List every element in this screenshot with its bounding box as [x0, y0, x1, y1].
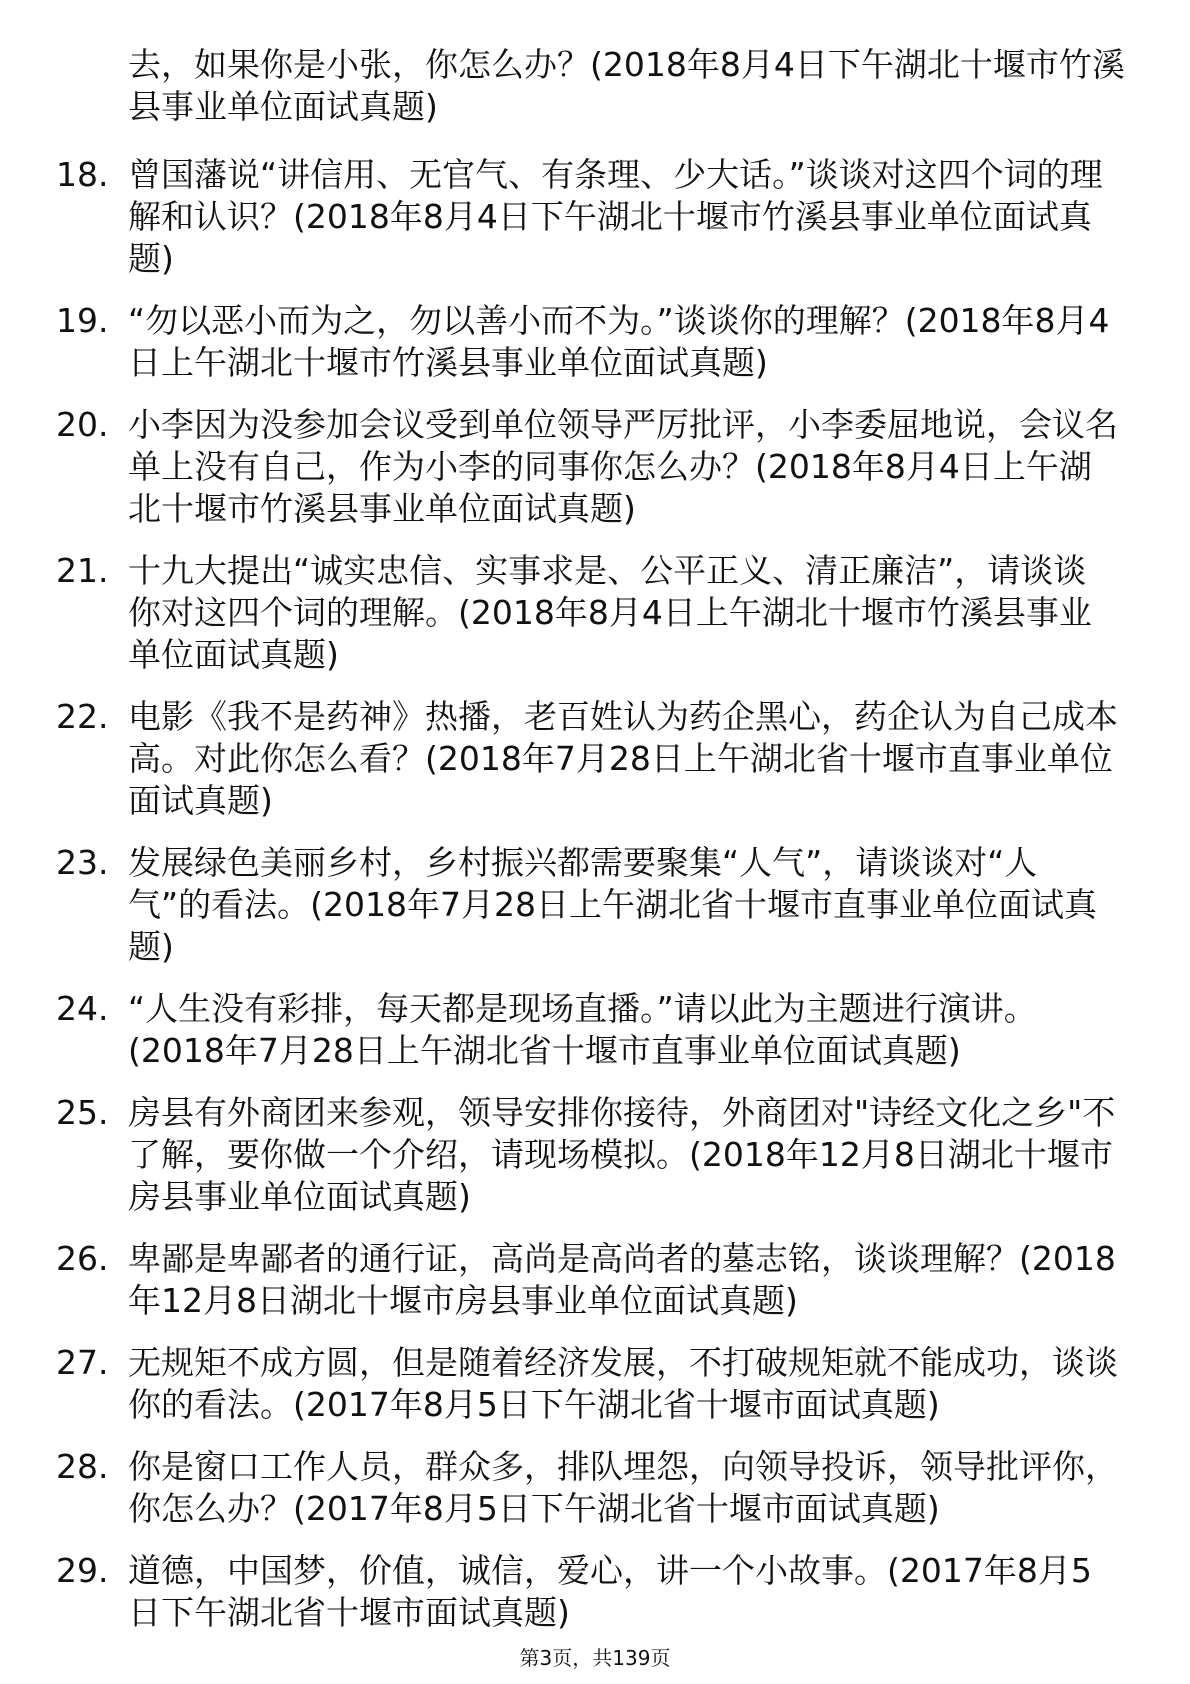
question-text: 小李因为没参加会议受到单位领导严厉批评，小李委屈地说，会议名单上没有自己，作为小李的同事你怎么办？(2018年8月4日上午湖北十堰市竹溪县事业单位面试真题) [128, 405, 1118, 528]
question-item-18 [0, 154, 1190, 280]
question-number: 28. [56, 1447, 109, 1486]
question-number: 24. [56, 989, 109, 1028]
question-number: 25. [56, 1093, 109, 1132]
question-item-24 [0, 988, 1190, 1072]
continued-question-text: 去，如果你是小张，你怎么办？(2018年8月4日下午湖北十堰市竹溪县事业单位面试真题) [128, 45, 1125, 126]
question-text: 十九大提出“诚实忠信、实事求是、公平正义、清正廉洁”，请谈谈你对这四个词的理解。(2018年8月4日上午湖北十堰市竹溪县事业单位面试真题) [128, 551, 1092, 674]
question-number: 20. [56, 405, 109, 444]
question-text: “勿以恶小而为之，勿以善小而不为。”谈谈你的理解？(2018年8月4日上午湖北十堰市竹溪县事业单位面试真题) [128, 301, 1110, 382]
question-text: 无规矩不成方圆，但是随着经济发展，不打破规矩就不能成功，谈谈你的看法。(2017年8月5日下午湖北省十堰市面试真题) [128, 1343, 1118, 1424]
question-item-27 [0, 1342, 1190, 1426]
question-item-23 [0, 842, 1190, 968]
question-item-28 [0, 1446, 1190, 1530]
question-number: 19. [56, 301, 109, 340]
question-item-29 [0, 1550, 1190, 1634]
question-number: 29. [56, 1551, 109, 1590]
question-item-20 [0, 404, 1190, 530]
question-item-26 [0, 1238, 1190, 1322]
question-text: “人生没有彩排，每天都是现场直播。”请以此为主题进行演讲。(2018年7月28日上午湖北省十堰市直事业单位面试真题) [128, 989, 1037, 1070]
question-number: 21. [56, 551, 109, 590]
question-number: 18. [56, 155, 109, 194]
question-text: 房县有外商团来参观，领导安排你接待，外商团对"诗经文化之乡"不了解，要你做一个介绍，请现场模拟。(2018年12月8日湖北十堰市房县事业单位面试真题) [128, 1093, 1116, 1216]
question-number: 27. [56, 1343, 109, 1382]
question-number: 22. [56, 697, 109, 736]
question-text: 你是窗口工作人员，群众多，排队埋怨，向领导投诉，领导批评你，你怎么办？(2017年8月5日下午湖北省十堰市面试真题) [128, 1447, 1118, 1528]
question-text: 道德，中国梦，价值，诚信，爱心，讲一个小故事。(2017年8月5日下午湖北省十堰市面试真题) [128, 1551, 1092, 1632]
question-number: 26. [56, 1239, 109, 1278]
page-footer: 第3页，共139页 [519, 1646, 671, 1670]
question-number: 23. [56, 843, 109, 882]
question-list [0, 154, 1190, 1654]
question-text: 曾国藩说“讲信用、无官气、有条理、少大话。”谈谈对这四个词的理解和认识？(2018年8月4日下午湖北十堰市竹溪县事业单位面试真题) [128, 155, 1103, 278]
question-item-19 [0, 300, 1190, 384]
question-item-22 [0, 696, 1190, 822]
question-text: 发展绿色美丽乡村，乡村振兴都需要聚集“人气”，请谈谈对“人气”的看法。(2018年7月28日上午湖北省十堰市直事业单位面试真题) [128, 843, 1097, 966]
question-item-25 [0, 1092, 1190, 1218]
question-text: 卑鄙是卑鄙者的通行证，高尚是高尚者的墓志铭，谈谈理解？(2018年12月8日湖北十堰市房县事业单位面试真题) [128, 1239, 1116, 1320]
question-text: 电影《我不是药神》热播，老百姓认为药企黑心，药企认为自己成本高。对此你怎么看？(2018年7月28日上午湖北省十堰市直事业单位面试真题) [128, 697, 1118, 820]
question-item-21 [0, 550, 1190, 676]
